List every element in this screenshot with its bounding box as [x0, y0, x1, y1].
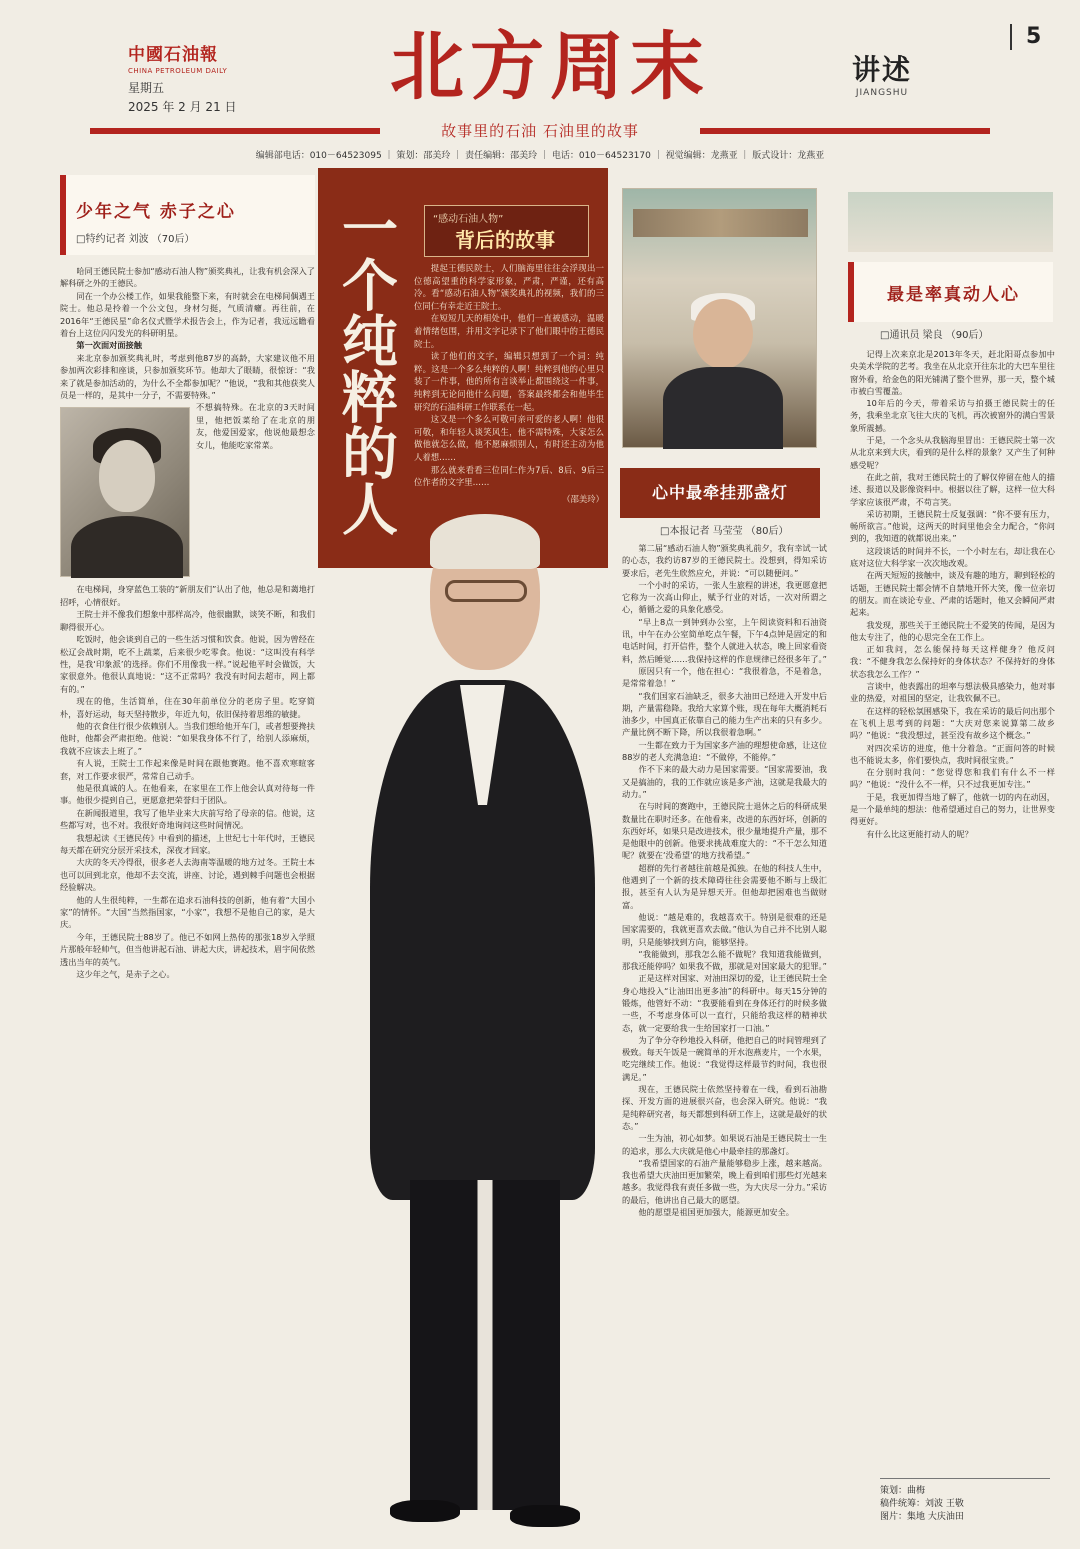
- intro-paragraph: 在短短几天的相处中，他们一直被感动，温暖着情绪包围，并用文字记录下了他们眼中的王德民院士。: [414, 313, 604, 349]
- intro-paragraph: 提起王德民院士，人们脑海里往往会浮现出一位德高望重的科学家形象，严肃，严谨，还有高冷。看“感动石油人物”颁奖典礼的视频，我们的三位同仁有幸走近王院士。: [414, 263, 604, 311]
- intro-paragraph: 这又是一个多么可敬可亲可爱的老人啊！他很可敬，和年轻人谈笑风生，他不需特殊，大家怎么做他就怎么做，他不愿麻烦别人，有时还主动为他人着想……: [414, 414, 604, 462]
- paragraph: 一生都在致力于为国家多产油的理想使命感，让这位88岁的老人充满急迫：“不做停，不能停。”: [622, 739, 827, 763]
- feature-tag-small: “感动石油人物”: [433, 214, 504, 225]
- portrait-shoulders: [71, 516, 183, 578]
- paragraph: 不想搞特殊。在北京的3天时间里，他把饭菜给了在北京的朋友，他爱国爱家，他说他最想念女儿，他能吃家常菜。: [196, 402, 315, 450]
- credit-line: 稿件统筹：刘波 王敬: [880, 1499, 964, 1509]
- paragraph: 在新闻报道里，我写了他毕业来大庆前写给了母亲的信。他说，这些都写对，也不对。我很好奇地询问这些时间情况。: [60, 807, 315, 831]
- paragraph: 他的人生很纯粹，一生都在追求石油科技的创新，他有着“大国小家”的情怀。“大国”当然指国家，“小家”，我想不是他自己的家，是大庆。: [60, 894, 315, 930]
- brand-name: 中國石油報: [128, 45, 218, 65]
- newspaper-logo: [128, 40, 238, 115]
- slogan-rule-right: [700, 128, 990, 134]
- right-headline-box: [848, 262, 1053, 322]
- paragraph: 在与时间的赛跑中，王德民院士退休之后的科研成果数量比在职时还多。在他看来，改进的东西好坏，创新的东西好坏，如果只是改进技术，很少量地提升产量，那不是他眼中的创新。他要求挑战难度大的：“不干怎么知道呢？就要在‘没希望’的地方找希望。”: [622, 801, 827, 861]
- paragraph: 在这样的轻松氛围感染下，我在采访的最后问出那个在飞机上思考到的问题：“大庆对您来说算第二故乡吗？”他说：“我没想过，甚至没有故乡这个概念。”: [850, 705, 1055, 741]
- slogan: 故事里的石油 石油里的故事: [441, 122, 639, 140]
- issue-date: 2025 年 2 月 21 日: [128, 100, 237, 114]
- paragraph: 大庆的冬天冷得很，很多老人去海南等温暖的地方过冬。王院士本也可以回到北京，他却不去交流，讲座、讨论，遇到棘手问题也会根据经验解决。: [60, 857, 315, 893]
- paragraph: 他的衣食住行很少依赖别人。当我们想给他开车门，或者想要搀扶他时，他都会严肃拒绝。他说：“如果我身体不行了，给别人添麻烦，我就不应该去上班了。”: [60, 720, 315, 756]
- center-headline: 心中最牵挂那盏灯: [620, 468, 820, 518]
- intro-paragraph: 读了他们的文字，编辑只想到了一个词：纯粹。这是一个多么纯粹的人啊！纯粹到他的心里只装了一件事，他的所有言谈举止都围绕这一件事，纯粹到无论问他什么问题，答案最终都会和他毕生研究的石油科研工作联系在一起。: [414, 351, 604, 412]
- paragraph: 一生为油，初心如梦。如果说石油是王德民院士一生的追求，那么大庆就是他心中最牵挂的那盏灯。: [622, 1133, 827, 1156]
- paragraph: 一个小时的采访，一张人生旅程的讲述，我更愿意把它称为一次高山仰止，赋予行业的对话，一次对所谓之心，循循之爱的具象化感受。: [622, 579, 827, 615]
- paragraph: 记得上次来京北是2013年冬天，赶北阳哥点参加中央美术学院的艺考。我坐在从北京开往东北的大巴车里往窗外看，给金色的阳光铺满了整个世界，那一天，整个城市被白雪覆盖。: [850, 349, 1055, 396]
- feature-intro: [414, 262, 604, 505]
- right-photo-strip: [848, 192, 1053, 252]
- paragraph: 现在，王德民院士依然坚持着在一线，看到石油勘探、开发方面的进展很兴奋，也会深入研究。他说：“我是纯粹研究者，每天都想到科研工作上，这就是最好的状态。”: [622, 1084, 827, 1131]
- young-portrait-photo: [60, 407, 190, 577]
- center-byline: □本报记者 马莹莹 （80后）: [660, 526, 789, 537]
- paragraph: 我想起读《王德民传》中看到的描述，上世纪七十年代时，王德民每天都在研究分层开采技术，深夜才回家。: [60, 832, 315, 855]
- intro-paragraph: 那么就来看看三位同仁作为7后、8后、9后三位作者的文字里……: [414, 464, 604, 488]
- right-headline: 最是率真动人心: [887, 285, 1020, 305]
- seated-body: [663, 367, 783, 449]
- paragraph: “早上8点一到钟到办公室，上午阅读资料和石油资讯，中午在办公室简单吃点午餐，下午4点钟是固定的和电话时间，打开信件，整个人就进入状态，晚上回家看资料，然后睡觉……我保持这样的作息规律已经很多年了。”: [622, 616, 827, 664]
- left-byline: □特约记者 刘波 （70后）: [76, 234, 195, 245]
- editorial-credits: 编辑部电话：010－64523095 ｜ 策划：邵美玲 ｜ 责任编辑：邵美玲 ｜ 电话：010－64523170 ｜ 视觉编辑：龙燕亚 ｜ 版式设计：龙燕亚: [255, 151, 825, 161]
- paragraph: 超群的先行者越往前越是孤独。在他的科技人生中，他遇到了一个新的技术障碍往往会需要他不断与上级汇报，甚至有人认为是异想天开。但他却把困难也当做财富。: [622, 862, 827, 910]
- paragraph: 吃饭时，他会谈到自己的一些生活习惯和饮食。他说，因为曾经在松辽会战时期，吃不上蔬菜，后来很少吃零食。他说：“这叫没有科学性，是我‘印象派’的选择。你们不用像我一样。”说起他平时会做饭，大家很意外。他很认真地说：“这不正常吗？我没有时间去超市，网上都有的。”: [60, 634, 315, 694]
- credit-line: 图片：集地 大庆油田: [880, 1512, 964, 1522]
- page-number: 5: [1010, 24, 1041, 50]
- paragraph: 在分别时我问：“您觉得您和我们有什么不一样吗？”他说：“没什么不一样，只不过我更加专注。”: [850, 767, 1055, 790]
- paragraph: 他是很真诚的人。在他看来，在家里在工作上他会认真对待每一件事。他很少提到自己，更愿意把荣誉归于团队。: [60, 782, 315, 806]
- paragraph: 有什么比这更能打动人的呢？: [866, 828, 973, 839]
- section-mark: [852, 48, 912, 98]
- paragraph: 哈同王德民院士参加“感动石油人物”颁奖典礼，让我有机会深入了解科研之外的王德民。: [60, 266, 315, 289]
- seated-portrait-photo: [622, 188, 817, 448]
- left-headline-box: [60, 175, 315, 255]
- paragraph: 于是，我更加得当地了解了，他就一切的内在动因，是一个最单纯的想法：他希望通过自己的努力，让世界变得更好。: [850, 791, 1055, 827]
- paragraph: 正是这样对国家、对油田深切的爱，让王德民院士全身心地投入“让油田出更多油”的科研中。每天15分钟的锻炼，他管好不动：“我要能看到在身体还行的时候多做一些，不考虑身体可以一直行，只能给我这样的精神状态，就一定要给我一生给国家打一口油。”: [622, 973, 827, 1033]
- paragraph: 为了争分夺秒地投入科研，他把自己的时间管理到了极致。每天午饭是一碗简单的开水泡燕麦片，一个水果，吃完继续工作。他说：“我觉得这样最节约时间，我也很满足。”: [622, 1034, 827, 1082]
- right-top-photo-strip: [848, 192, 1053, 252]
- paragraph: 王院士并不像我们想象中那样高冷，他很幽默，谈笑不断，和我们聊得很开心。: [60, 609, 315, 632]
- subhead: 第一次面对面接触: [76, 340, 142, 351]
- paragraph: 对四次采访的进度，他十分着急。“正面问答的时候也不能说太多，你们要快点，我时间很宝贵。”: [850, 742, 1055, 765]
- right-byline: □通讯员 梁良 （90后）: [880, 330, 989, 341]
- paragraph: 他说：“越是难的，我越喜欢干。特别是很难的还是国家需要的，我就更喜欢去做。”他认为自己并不比别人聪明，只是能够找到方向，能够坚持。: [622, 911, 827, 947]
- slogan-rule-left: [90, 128, 380, 134]
- paragraph: “我能做到，那我怎么能不做呢？我知道我能做到，那我还能停吗？如果我不做，那就是对国家最大的犯罪。”: [622, 948, 827, 972]
- paragraph: 第二届“感动石油人物”颁奖典礼前夕，我有幸试一试的心态，我约访87岁的王德民院士。没想到，得知采访要求后，老先生欣然应允，并说：“可以随便问。”: [622, 543, 827, 578]
- intro-signature: （邵美玲）: [562, 493, 604, 504]
- weekday: 星期五: [128, 81, 165, 95]
- center-article: [622, 542, 827, 1218]
- left-article: [60, 175, 315, 980]
- paragraph: 原因只有一个，他在担心：“我很着急，不是着急，是常常着急！”: [622, 665, 827, 689]
- paragraph: 这少年之气，是赤子之心。: [76, 969, 175, 980]
- great-wall-painting: [633, 209, 808, 237]
- paragraph: 言谈中，他表露出的坦率与想法极具感染力，他对事业的热爱，对祖国的坚定，让我钦佩不已。: [850, 681, 1055, 704]
- credit-line: 策划：曲梅: [880, 1486, 926, 1496]
- hero-legs: [410, 1180, 560, 1510]
- paragraph: 今年，王德民院士88岁了。他已不如网上热传的那张18岁入学照片那般年轻帅气，但当他讲起石油、讲起大庆，讲起技术，眉宇间依然透出当年的英气。: [60, 931, 315, 967]
- paragraph: “我们国家石油缺乏，很多大油田已经进入开发中后期，产量需稳降。我给大家算个账，现在每年大概消耗石油多少，中国真正依靠自己的能力生产出来的只有多少。产量比例不断下降，所以我很着急啊。”: [622, 690, 827, 738]
- paragraph: 有人说，王院士工作起来像是时间在跟他赛跑。他不喜欢寒暄客套，对工作要求很严，常常自己动手。: [60, 758, 315, 781]
- portrait-face: [99, 440, 155, 512]
- paragraph: 来北京参加颁奖典礼时，考虑到他87岁的高龄，大家建议他不用参加两次彩排和座谈，只参加颁奖环节。他却大了眼睛，很惊讶：“我来了就是参加活动的，为什么不全都参加呢？”他说，“我和其他获奖人员是一样的，是其中一分子，不需要特殊。”: [60, 352, 315, 401]
- hero-photo-walking-man: [290, 520, 670, 1549]
- paragraph: “我希望国家的石油产量能够稳步上涨，越来越高。我也希望大庆油田更加繁荣，晚上看到咱们那些灯光越来越多。我觉得我有责任多做一些，为大庆尽一分力。”采访的最后，他讲出自己最大的愿望。: [622, 1157, 827, 1205]
- paragraph: 现在的他，生活简单，住在30年前单位分的老房子里。吃穿简朴，喜好运动，每天坚持散步，年近九旬，依旧保持着思维的敏捷。: [60, 696, 315, 719]
- feature-tag: [424, 205, 589, 257]
- feature-vertical-title: [330, 200, 400, 550]
- brand-name-en: CHINA PETROLEUM DAILY: [128, 67, 228, 75]
- left-headline: 少年之气 赤子之心: [76, 202, 236, 222]
- paragraph: 在电梯间，身穿蓝色工装的“新朋友们”认出了他，他总是和蔼地打招呼，心情很好。: [60, 584, 315, 607]
- production-credits: [880, 1478, 1050, 1524]
- feature-tag-big: 背后的故事: [455, 228, 555, 252]
- hero-shoe-right: [510, 1505, 580, 1527]
- page-title: 北方周末: [390, 24, 710, 110]
- paragraph: 在此之前，我对王德民院士的了解仅停留在他人的描述、报道以及影像资料中。根据以往了解，这样一位大科学家应该很严肃，不苟言笑。: [850, 471, 1055, 507]
- paragraph: 10年后的今天，带着采访与拍摄王德民院士的任务，我乘坐北京飞往大庆的飞机，再次被窗外的满白雪景象所震撼。: [850, 398, 1055, 433]
- paragraph: 作不下来的最大动力是国家需要。“国家需要油，我又是搞油的，我的工作就应该是多产油，这就是我最大的动力。”: [622, 764, 827, 799]
- seated-head: [693, 299, 753, 369]
- paragraph: 采访初期，王德民院士反复强调：“你不要有压力，畅所欲言。”他说，这两天的时间里他会全力配合，“你问到的，我知道的就都说出来。”: [850, 508, 1055, 544]
- paragraph: 我发现，那些关于王德民院士不爱笑的传闻，是因为他太专注了，他的心思完全在工作上。: [850, 619, 1055, 642]
- feature-title-text: 一个纯粹的人: [333, 200, 398, 536]
- slogan-band: [0, 118, 1080, 146]
- paragraph: 他的愿望是祖国更加强大，能源更加安全。: [638, 1207, 794, 1218]
- right-article: [850, 348, 1055, 840]
- paragraph: 这段谈话的时间并不长，一个小时左右，却让我在心底对这位大科学家一次次地改观。: [850, 545, 1055, 569]
- paragraph: 在两天短短的接触中，谈及有趣的地方，聊到轻松的话题，王德民院士都会情不自禁地开怀大笑，像一位亲切的朋友。而在谈论专业、严肃的话题时，他又会瞬间严肃起来。: [850, 570, 1055, 618]
- paragraph: 同在一个办公楼工作，如果我能整下来，有时就会在电梯间偶遇王院士。他总是拎着一个公文包，身材匀挺，气质清癯。再往前，在2016年“王德民星”命名仪式暨学术报告会上，作为记者，我远远瞻看着台上这位闪闪发光的科研明星。: [60, 290, 315, 339]
- hero-shoe-left: [390, 1500, 460, 1522]
- section-name: 讲述: [852, 53, 913, 86]
- hero-glasses: [445, 580, 527, 602]
- hero-hair: [430, 514, 540, 569]
- paragraph: 正如我问，怎么能保持每天这样健身？他反问我：“不健身我怎么保持好的身体状态？不保持好的身体状态我怎么工作？”: [850, 644, 1055, 679]
- section-name-en: JIANGSHU: [855, 88, 909, 98]
- paragraph: 于是，一个念头从我脑海里冒出：王德民院士第一次从北京来到大庆，看到的是什么样的景象？又产生了何种感受呢？: [850, 435, 1055, 470]
